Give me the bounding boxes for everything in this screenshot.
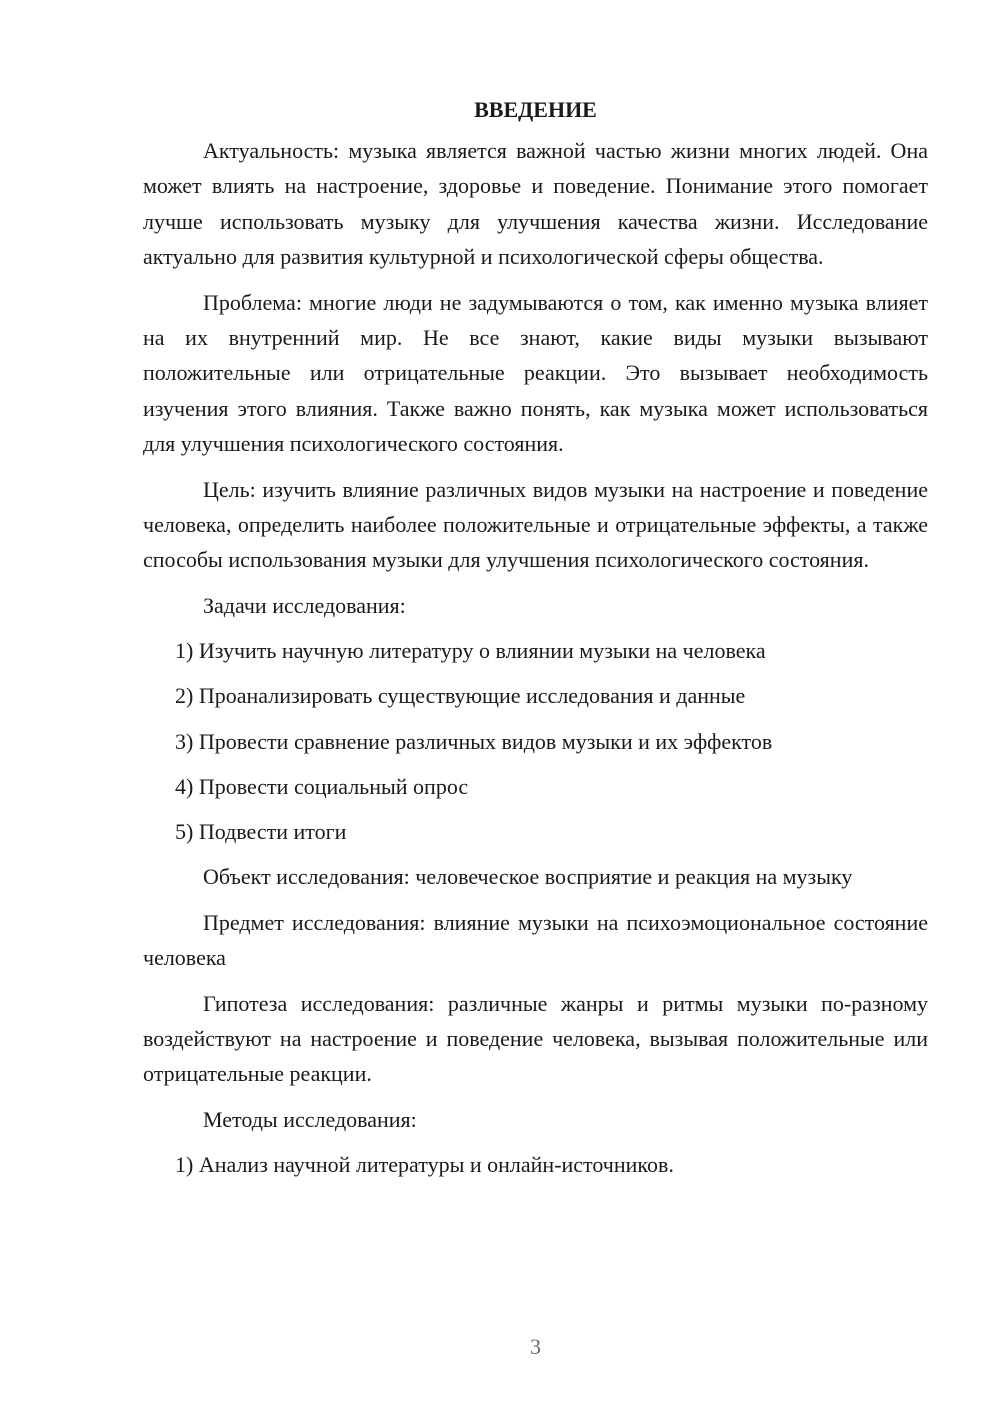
tasks-title: Задачи исследования: bbox=[203, 592, 406, 618]
list-item: 4) Провести социальный опрос bbox=[175, 773, 469, 799]
page-number: 3 bbox=[530, 1334, 541, 1359]
goal-paragraph: Цель: изучить влияние различных видов музыки на настроение и поведение человека, определить наиболее положительные и отрицательные эффекты, а также способы использования музыки для улучшения психологического состояния. bbox=[143, 476, 928, 573]
tasks-list bbox=[143, 633, 928, 849]
object-paragraph: Объект исследования: человеческое восприятие и реакция на музыку bbox=[203, 864, 853, 890]
subject-paragraph: Предмет исследования: влияние музыки на психоэмоциональное состояние человека bbox=[143, 909, 928, 971]
list-item: 5) Подвести итоги bbox=[175, 819, 347, 845]
relevance-paragraph: Актуальность: музыка является важной частью жизни многих людей. Она может влиять на настроение, здоровье и поведение. Понимание этого помогает лучше использовать музыку для улучшения качества жизни. Исследование актуально для развития культурной и психологической сферы общества. bbox=[143, 138, 928, 270]
list-item: 1) Анализ научной литературы и онлайн-источников. bbox=[175, 1152, 674, 1178]
problem-paragraph: Проблема: многие люди не задумываются о том, как именно музыка влияет на их внутренний мир. Не все знают, какие виды музыки вызывают положительные или отрицательные реакции. Это вызывает необходимость изучения этого влияния. Также важно понять, как музыка может использоваться для улучшения психологического состояния. bbox=[143, 289, 928, 457]
list-item: 1) Изучить научную литературу о влиянии музыки на человека bbox=[175, 638, 766, 664]
hypothesis-paragraph: Гипотеза исследования: различные жанры и ритмы музыки по-разному воздействуют на настроение и поведение человека, вызывая положительные или отрицательные реакции. bbox=[143, 990, 928, 1087]
list-item: 3) Провести сравнение различных видов музыки и их эффектов bbox=[175, 728, 773, 754]
methods-list bbox=[143, 1147, 928, 1182]
list-item: 2) Проанализировать существующие исследования и данные bbox=[175, 683, 746, 709]
section-heading: ВВЕДЕНИЕ bbox=[474, 97, 597, 122]
document-page bbox=[143, 92, 928, 1192]
methods-title: Методы исследования: bbox=[203, 1106, 417, 1132]
